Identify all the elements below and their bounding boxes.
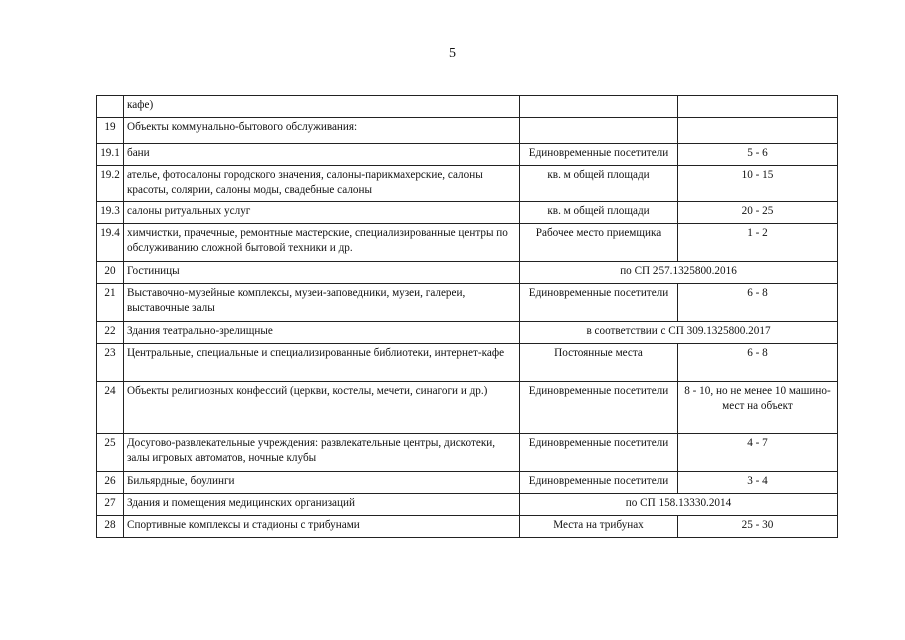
page-number: 5 bbox=[449, 46, 456, 61]
object-name-cell: Гостиницы bbox=[124, 262, 520, 284]
object-name-cell: Выставочно-музейные комплексы, музеи-заповедники, музеи, галереи, выставочные залы bbox=[124, 284, 520, 322]
unit-cell: Единовременные посетители bbox=[520, 382, 678, 434]
row-number-cell: 25 bbox=[97, 434, 124, 472]
unit-cell: Места на трибунах bbox=[520, 516, 678, 538]
unit-cell: кв. м общей площади bbox=[520, 202, 678, 224]
unit-cell: Единовременные посетители bbox=[520, 284, 678, 322]
table-row bbox=[97, 262, 838, 284]
norm-reference-cell: по СП 158.13330.2014 bbox=[520, 494, 838, 516]
row-number-cell: 23 bbox=[97, 344, 124, 382]
table-row bbox=[97, 516, 838, 538]
table-row bbox=[97, 96, 838, 118]
table-row bbox=[97, 202, 838, 224]
norm-value-cell: 10 - 15 bbox=[678, 166, 838, 202]
unit-cell: Единовременные посетители bbox=[520, 144, 678, 166]
unit-cell: Единовременные посетители bbox=[520, 472, 678, 494]
table-row bbox=[97, 344, 838, 382]
norm-value-cell bbox=[678, 118, 838, 144]
table-row bbox=[97, 322, 838, 344]
norm-value-cell: 20 - 25 bbox=[678, 202, 838, 224]
norm-reference-cell: по СП 257.1325800.2016 bbox=[520, 262, 838, 284]
table-row bbox=[97, 144, 838, 166]
object-name-cell: Объекты религиозных конфессий (церкви, костелы, мечети, синагоги и др.) bbox=[124, 382, 520, 434]
norm-value-cell: 6 - 8 bbox=[678, 344, 838, 382]
object-name-cell: Досугово-развлекательные учреждения: развлекательные центры, дискотеки, залы игровых автоматов, ночные клубы bbox=[124, 434, 520, 472]
norm-value-cell: 1 - 2 bbox=[678, 224, 838, 262]
row-number-cell: 28 bbox=[97, 516, 124, 538]
table-row bbox=[97, 118, 838, 144]
norm-value-cell bbox=[678, 96, 838, 118]
row-number-cell: 19 bbox=[97, 118, 124, 144]
object-name-cell: Спортивные комплексы и стадионы с трибунами bbox=[124, 516, 520, 538]
row-number-cell: 19.3 bbox=[97, 202, 124, 224]
unit-cell bbox=[520, 96, 678, 118]
norm-value-cell: 6 - 8 bbox=[678, 284, 838, 322]
row-number-cell: 19.4 bbox=[97, 224, 124, 262]
table-row bbox=[97, 494, 838, 516]
norm-value-cell: 3 - 4 bbox=[678, 472, 838, 494]
object-name-cell: ателье, фотосалоны городского значения, салоны-парикмахерские, салоны красоты, солярии, салоны моды, свадебные салоны bbox=[124, 166, 520, 202]
norm-value-cell: 8 - 10, но не менее 10 машино-мест на объект bbox=[678, 382, 838, 434]
row-number-cell: 20 bbox=[97, 262, 124, 284]
object-name-cell: кафе) bbox=[124, 96, 520, 118]
norms-table-body bbox=[97, 96, 838, 538]
norm-value-cell: 5 - 6 bbox=[678, 144, 838, 166]
row-number-cell: 24 bbox=[97, 382, 124, 434]
unit-cell: Рабочее место приемщика bbox=[520, 224, 678, 262]
row-number-cell: 19.2 bbox=[97, 166, 124, 202]
table-row bbox=[97, 434, 838, 472]
table-row bbox=[97, 166, 838, 202]
row-number-cell: 22 bbox=[97, 322, 124, 344]
row-number-cell: 19.1 bbox=[97, 144, 124, 166]
unit-cell: Единовременные посетители bbox=[520, 434, 678, 472]
norm-reference-cell: в соответствии с СП 309.1325800.2017 bbox=[520, 322, 838, 344]
object-name-cell: салоны ритуальных услуг bbox=[124, 202, 520, 224]
object-name-cell: Центральные, специальные и специализированные библиотеки, интернет-кафе bbox=[124, 344, 520, 382]
object-name-cell: Здания театрально-зрелищные bbox=[124, 322, 520, 344]
object-name-cell: химчистки, прачечные, ремонтные мастерские, специализированные центры по обслуживанию сложной бытовой техники и др. bbox=[124, 224, 520, 262]
table-row bbox=[97, 224, 838, 262]
row-number-cell: 26 bbox=[97, 472, 124, 494]
row-number-cell: 27 bbox=[97, 494, 124, 516]
norms-table bbox=[96, 95, 838, 538]
norm-value-cell: 4 - 7 bbox=[678, 434, 838, 472]
unit-cell: Постоянные места bbox=[520, 344, 678, 382]
object-name-cell: бани bbox=[124, 144, 520, 166]
row-number-cell bbox=[97, 96, 124, 118]
row-number-cell: 21 bbox=[97, 284, 124, 322]
unit-cell bbox=[520, 118, 678, 144]
table-row bbox=[97, 472, 838, 494]
table-row bbox=[97, 382, 838, 434]
table-row bbox=[97, 284, 838, 322]
object-name-cell: Бильярдные, боулинги bbox=[124, 472, 520, 494]
unit-cell: кв. м общей площади bbox=[520, 166, 678, 202]
norm-value-cell: 25 - 30 bbox=[678, 516, 838, 538]
object-name-cell: Здания и помещения медицинских организаций bbox=[124, 494, 520, 516]
object-name-cell: Объекты коммунально-бытового обслуживания: bbox=[124, 118, 520, 144]
